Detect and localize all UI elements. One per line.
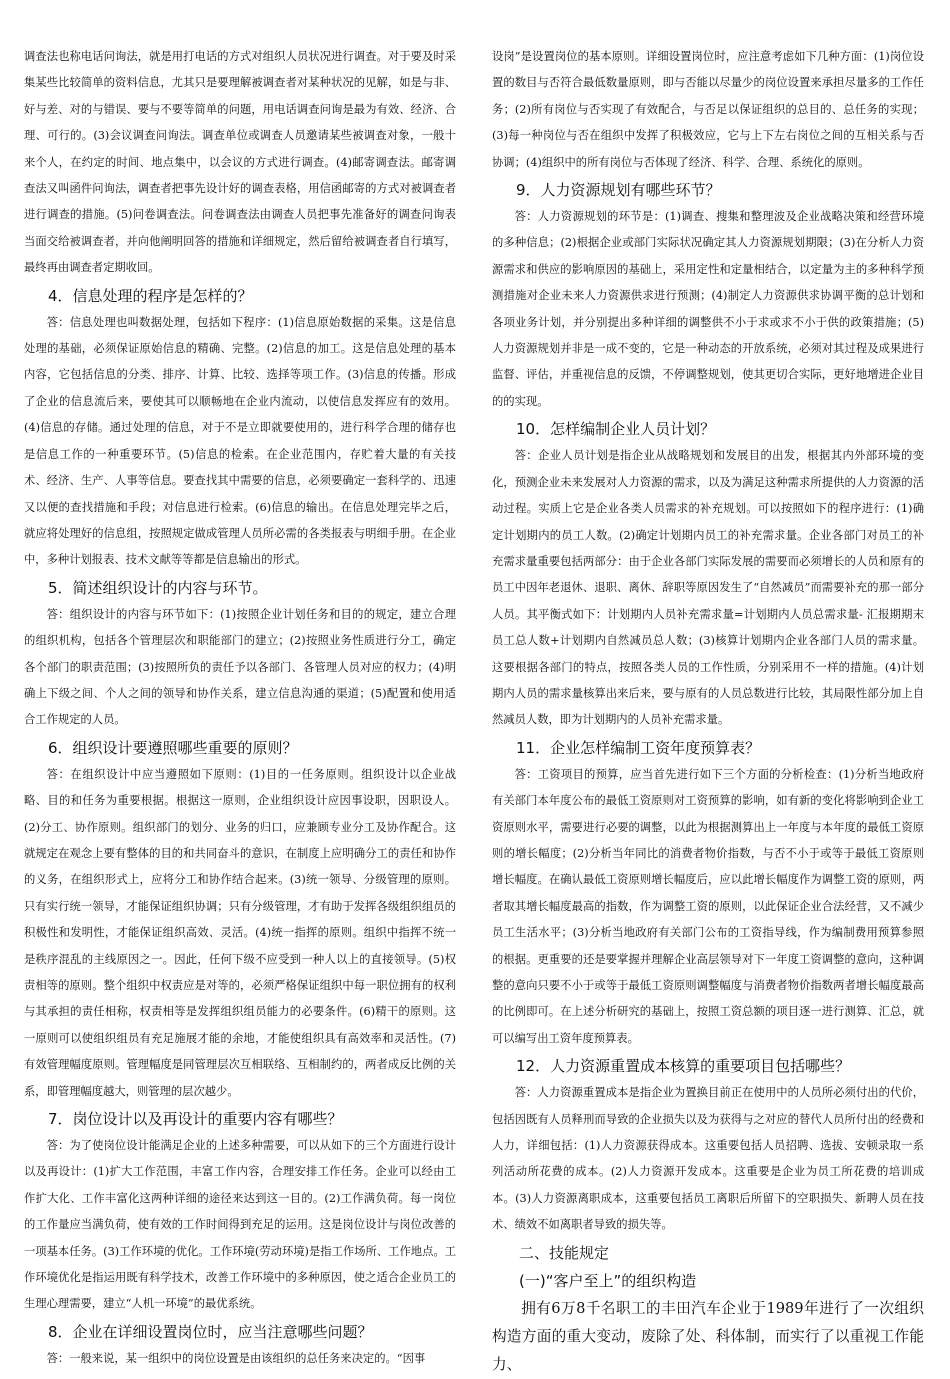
- question-9: 9．人力资源规划有哪些环节？: [516, 181, 721, 200]
- section-heading: 二、技能规定: [519, 1243, 610, 1262]
- question-6: 6．组织设计要遵照哪些重要的原则？: [48, 738, 298, 757]
- question-10: 10．怎样编制企业人员计划？: [516, 420, 716, 439]
- paragraph-continued: 设岗”是设置岗位的基本原则。详细设置岗位时，应注意考虑如下几种方面：(1)岗位设置的数目与否符合最低数量原则，即与否能以尽量少的岗位设置来承担尽量多的工作任务；(2)所有岗位与否实现了有效配合，与否足以保证组织的总目的、总任务的实现；(3)每一种岗位与否在组织中发挥了积极效应，它与上下左右岗位之间的互相关系与否协调；(4)组织中的所有岗位与否体现了经济、科学、合理、系统化的原则。: [492, 50, 924, 169]
- answer-6: 答：在组织设计中应当遵照如下原则：(1)目的一任务原则。组织设计以企业战略、目的和任务为重要根据。根据这一原则，企业组织设计应因事设职，因职设人。(2)分工、协作原则。组织部门的划分、业务的归口，应兼顾专业分工及协作配合。这就规定在观念上要有整体的目的和共同奋斗的意识，在制度上应明确分工的责任和协作的义务，在组织形式上，应将分工和协作结合起来。(3)统一领导、分级管理的原则。只有实行统一领导，才能保证组织协调；只有分级管理，才有助于发挥各级组织组员的积极性和发明性，才能保证组织高效、灵活。(4)统一指挥的原则。组织中指挥不统一是秩序混乱的主线原因之一。因此，任何下级不应受到一种人以上的直接领导。(5)权责相等的原则。整个组织中权责应是对等的，必须严格保证组织中每一职位拥有的权利与其承担的责任相称，权责相等是发挥组织组员能力的必要条件。(6)精干的原则。这一原则可以使组织组员有充足施展才能的余地，才能使组织具有高效率和灵活性。(7)有效管理幅度原则。管理幅度是同管理层次互相联络、互相制约的，两者成反比例的关系，即管理幅度越大，则管理的层次越少。: [24, 767, 456, 1098]
- question-11: 11．企业怎样编制工资年度预算表？: [516, 738, 761, 757]
- question-7: 7．岗位设计以及再设计的重要内容有哪些？: [48, 1110, 343, 1129]
- question-8: 8．企业在详细设置岗位时，应当注意哪些问题？: [48, 1322, 373, 1341]
- answer-10: 答：企业人员计划是指企业从战略规划和发展目的出发，根据其内外部环境的变化，预测企业未来发展对人力资源的需求，以及为满足这种需求所提供的人力资源的活动过程。实质上它是企业各类人员需求的补充规划。可以按照如下的程序进行：(1)确定计划期内的员工人数。(2)确定计划期内员工的补充需求量。企业各部门对员工的补充需求量重要包括两部分：由于企业各部门实际发展的需要而必须增长的人员和原有的员工中因年老退休、退职、离休、辞职等原因发生了“自然减员”而需要补充的那一部分人员。其平衡式如下：计划期内人员补充需求量=计划期内人员总需求量- 汇报期期末员工总人数+计划期内自然减员总人数；(3)核算计划期内企业各部门人员的需求量。这要根据各部门的特点，按照各类人员的工作性质，分别采用不一样的措施。(4)计划期内人员的需求量核算出来后来，要与原有的人员总数进行比较，其局限性部分加上自然减员人数，即为计划期内的人员补充需求量。: [492, 449, 924, 727]
- answer-5: 答：组织设计的内容与环节如下：(1)按照企业计划任务和目的的规定，建立合理的组织机构，包括各个管理层次和职能部门的建立；(2)按照业务性质进行分工，确定各个部门的职责范围；(3)按照所负的责任予以各部门、各管理人员对应的权力；(4)明确上下级之间、个人之间的领导和协作关系，建立信息沟通的渠道；(5)配置和使用适合工作规定的人员。: [24, 607, 456, 727]
- paragraph-continued: 调查法也称电话问询法，就是用打电话的方式对组织人员状况进行调查。对于要及时采集某些比较简单的资料信息，尤其只是要理解被调查者对某种状况的见解，如是与非、好与差、对的与错误、要与不要等简单的问题，用电话调查问询是最为有效、经济、合理、可行的。(3)会议调查问询法。调查单位或调查人员邀请某些被调查对象，一般十来个人，在约定的时间、地点集中，以会议的方式进行调查。(4)邮寄调查法。邮寄调查法又叫函件问询法，调查者把事先设计好的调查表格，用信函邮寄的方式对被调查者进行调查的措施。(5)问卷调查法。问卷调查法由调查人员把事先准备好的调查问询表当面交给被调查者，并向他阐明回答的措施和详细规定，然后留给被调查者自行填写，最终再由调查者定期收回。: [24, 50, 456, 275]
- answer-4: 答：信息处理也叫数据处理，包括如下程序：(1)信息原始数据的采集。这是信息处理的基础，必须保证原始信息的精确、完整。(2)信息的加工。这是信息处理的基本内容，它包括信息的分类、排序、计算、比较、选择等项工作。(3)信息的传播。形成了企业的信息流后来，要使其可以顺畅地在企业内流动，以使信息发挥应有的效用。(4)信息的存储。通过处理的信息，对于不是立即就要使用的，进行科学合理的储存也是信息工作的一种重要环节。(5)信息的检索。在企业范围内，存贮着大量的有关技术、经济、生产、人事等信息。要查找其中需要的信息，必须要确定一套科学的、迅速又以便的查找措施和手段；对信息进行检索。(6)信息的输出。在信息处理完毕之后，就应将处理好的信息组，按照规定做成管理人员所必需的各类报表与明细手册。在企业中，多种计划报表、技术文献等等都是信息输出的形式。: [24, 315, 456, 567]
- case-title: (一)“客户至上”的组织构造: [519, 1271, 697, 1290]
- question-12: 12．人力资源重置成本核算的重要项目包括哪些？: [516, 1057, 851, 1076]
- answer-8: 答：一般来说，某一组织中的岗位设置是由该组织的总任务来决定的。“因事: [46, 1351, 426, 1365]
- question-4: 4．信息处理的程序是怎样的？: [48, 286, 253, 305]
- answer-11: 答：工资项目的预算，应当首先进行如下三个方面的分析检查：(1)分析当地政府有关部门本年度公布的最低工资原则对工资预算的影响，如有新的变化将影响到企业工资原则水平，需要进行必要的调整，以此为根据测算出上一年度与本年度的最低工资原则的增长幅度；(2)分析当年同比的消费者物价指数，与否不小于或等于最低工资原则增长幅度。在确认最低工资原则增长幅度后，应以此增长幅度作为调整工资的原则，两者取其增长幅度最高的指数，作为调整工资的原则，以此保证企业合法经营，又不减少员工生活水平；(3)分析当地政府有关部门公布的工资指导线，作为编制费用预算参照的根据。更重要的还是要掌握并理解企业高层领导对下一年度工资调整的意向，这种调整的意向只要不小于或等于最低工资原则调整幅度与消费者物价指数两者增长幅度最高的比例即可。在上述分析研究的基础上，按照工资总额的项目逐一进行测算、汇总，就可以编写出工资年度预算表。: [492, 767, 924, 1045]
- question-5: 5．简述组织设计的内容与环节。: [48, 578, 268, 597]
- right-column: [492, 44, 924, 1373]
- case-text: 拥有6万8千名职工的丰田汽车企业于1989年进行了一次组织构造方面的重大变动，废除了处、科体制，而实行了以重视工作能力、: [492, 1299, 924, 1373]
- left-column: [24, 44, 456, 1365]
- answer-7: 答：为了使岗位设计能满足企业的上述多种需要，可以从如下的三个方面进行设计以及再设计：(1)扩大工作范围，丰富工作内容，合理安排工作任务。企业可以经由工作扩大化、工作丰富化这两种详细的途径来达到这一目的。(2)工作满负荷。每一岗位的工作量应当满负荷，使有效的工作时间得到充足的运用。这是岗位设计与岗位改善的一项基本任务。(3)工作环境的优化。工作环境(劳动环境)是指工作场所、工作地点。工作环境优化是指运用既有科学技术，改善工作环境中的多种原因，使之适合企业员工的生理心理需要，建立“人机一环境”的最优系统。: [24, 1139, 456, 1311]
- answer-9: 答：人力资源规划的环节是：(1)调查、搜集和整理波及企业战略决策和经营环境的多种信息；(2)根据企业或部门实际状况确定其人力资源规划期限；(3)在分析人力资源需求和供应的影响原因的基础上，采用定性和定量相结合，以定量为主的多种科学预测措施对企业未来人力资源供求进行预测；(4)制定人力资源供求协调平衡的总计划和各项业务计划，并分别提出多种详细的调整供不小于求或求不小于供的政策措施；(5)人力资源规划并非是一成不变的，它是一种动态的开放系统，必须对其过程及成果进行监督、评估，并重视信息的反馈，不停调整规划，使其更切合实际，更好地增进企业目的的实现。: [492, 210, 924, 408]
- answer-12: 答：人力资源重置成本是指企业为置换目前正在使用中的人员所必须付出的代价，包括因既有人员释刑而导致的企业损失以及为获得与之对应的替代人员所付出的经费和人力，详细包括：(1)人力资源获得成本。这重要包括人员招聘、选拔、安顿录取一系列活动所花费的成本。(2)人力资源开发成本。这重要是企业为员工所花费的培训成本。(3)人力资源离职成本，这重要包括员工离职后所留下的空职损失、新聘人员在技术、绩效不如离职者导致的损失等。: [492, 1086, 924, 1232]
